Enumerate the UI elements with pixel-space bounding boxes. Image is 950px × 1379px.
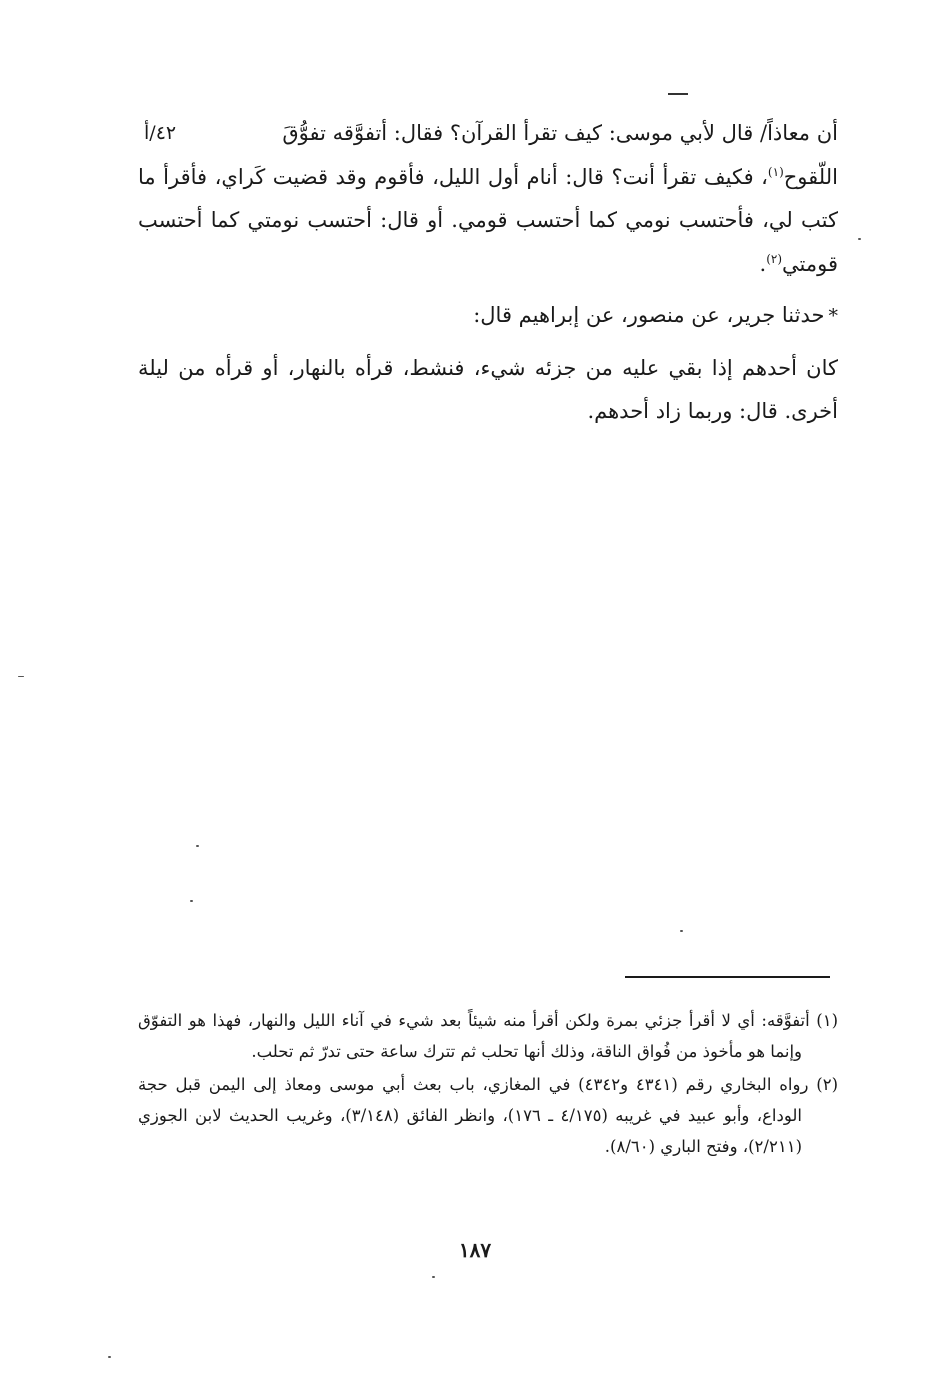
scan-speck [196, 845, 199, 847]
line-2-word: اللّقوح [783, 164, 838, 189]
footnote-2: (٢) رواه البخاري رقم (٤٣٤١ و٤٣٤٢) في المغازي، باب بعث أبي موسى ومعاذ إلى اليمن قبل حجة الوداع، وأبو عبيد في غريبه (٤/١٧٥ ـ ١٧٦)، وانظر الفائق (٣/١٤٨)، وغريب الحديث لابن الجوزي (٢/٢١١)، وفتح الباري (٨/٦٠). [138, 1075, 838, 1156]
footnote-ref-1[interactable]: (١) [767, 164, 784, 179]
narration-text: كان أحدهم إذا بقي عليه من جزئه شيء، فنشط، قرأه بالنهار، أو قرأه من ليلة أخرى. قال: وربما زاد أحدهم. [138, 355, 838, 423]
line-4-text: كما أحتسب قومتي [138, 208, 838, 276]
line-2-text: ، فكيف تقرأ أنت؟ قال: أنام أول الليل، فأقوم وقد قضيت كَراي، [214, 164, 768, 189]
scan-speck [18, 676, 24, 677]
footnote-1: (١) أتفوَّقه: أي لا أقرأ جزئي بمرة ولكن أقرأ منه شيئاً بعد شيء في آناء الليل والنهار، فهذا هو التفوّق وإنما هو مأخوذ من فُواق الناقة، وذلك أنها تحلب ثم تترك ساعة حتى تدرّ ثم تحلب. [138, 1011, 838, 1061]
main-text [138, 112, 838, 434]
asterisk-marker: * [828, 305, 838, 327]
paragraph-isnad [138, 294, 838, 339]
line-3-text: فأقرأ ما كتب لي، فأحتسب نومي كما أحتسب قومي. أو قال: أحتسب نومتي [138, 164, 838, 232]
scan-speck [108, 1356, 111, 1358]
footnote-divider [625, 976, 830, 978]
text-lines-2-4 [138, 156, 838, 287]
scan-speck [680, 930, 683, 932]
footnotes [138, 1005, 838, 1164]
paragraph-narration [138, 347, 838, 434]
line-1-text: أن معاذاً/ قال لأبي موسى: كيف تقرأ القرآن؟ فقال: أتفوَّقه تفوُّقَ [282, 121, 838, 145]
scan-speck [190, 900, 193, 902]
page-number: ١٨٧ [458, 1238, 492, 1262]
scan-mark [668, 93, 688, 95]
footnote-ref-2[interactable]: (٢) [766, 251, 783, 266]
text-line-1 [138, 112, 838, 156]
folio-marker: ٤٢/أ [144, 122, 177, 144]
scan-speck [432, 1276, 435, 1278]
line-4-end: . [759, 251, 767, 276]
scan-speck [858, 238, 861, 240]
isnad-text: حدثنا جرير، عن منصور، عن إبراهيم قال: [473, 303, 825, 327]
